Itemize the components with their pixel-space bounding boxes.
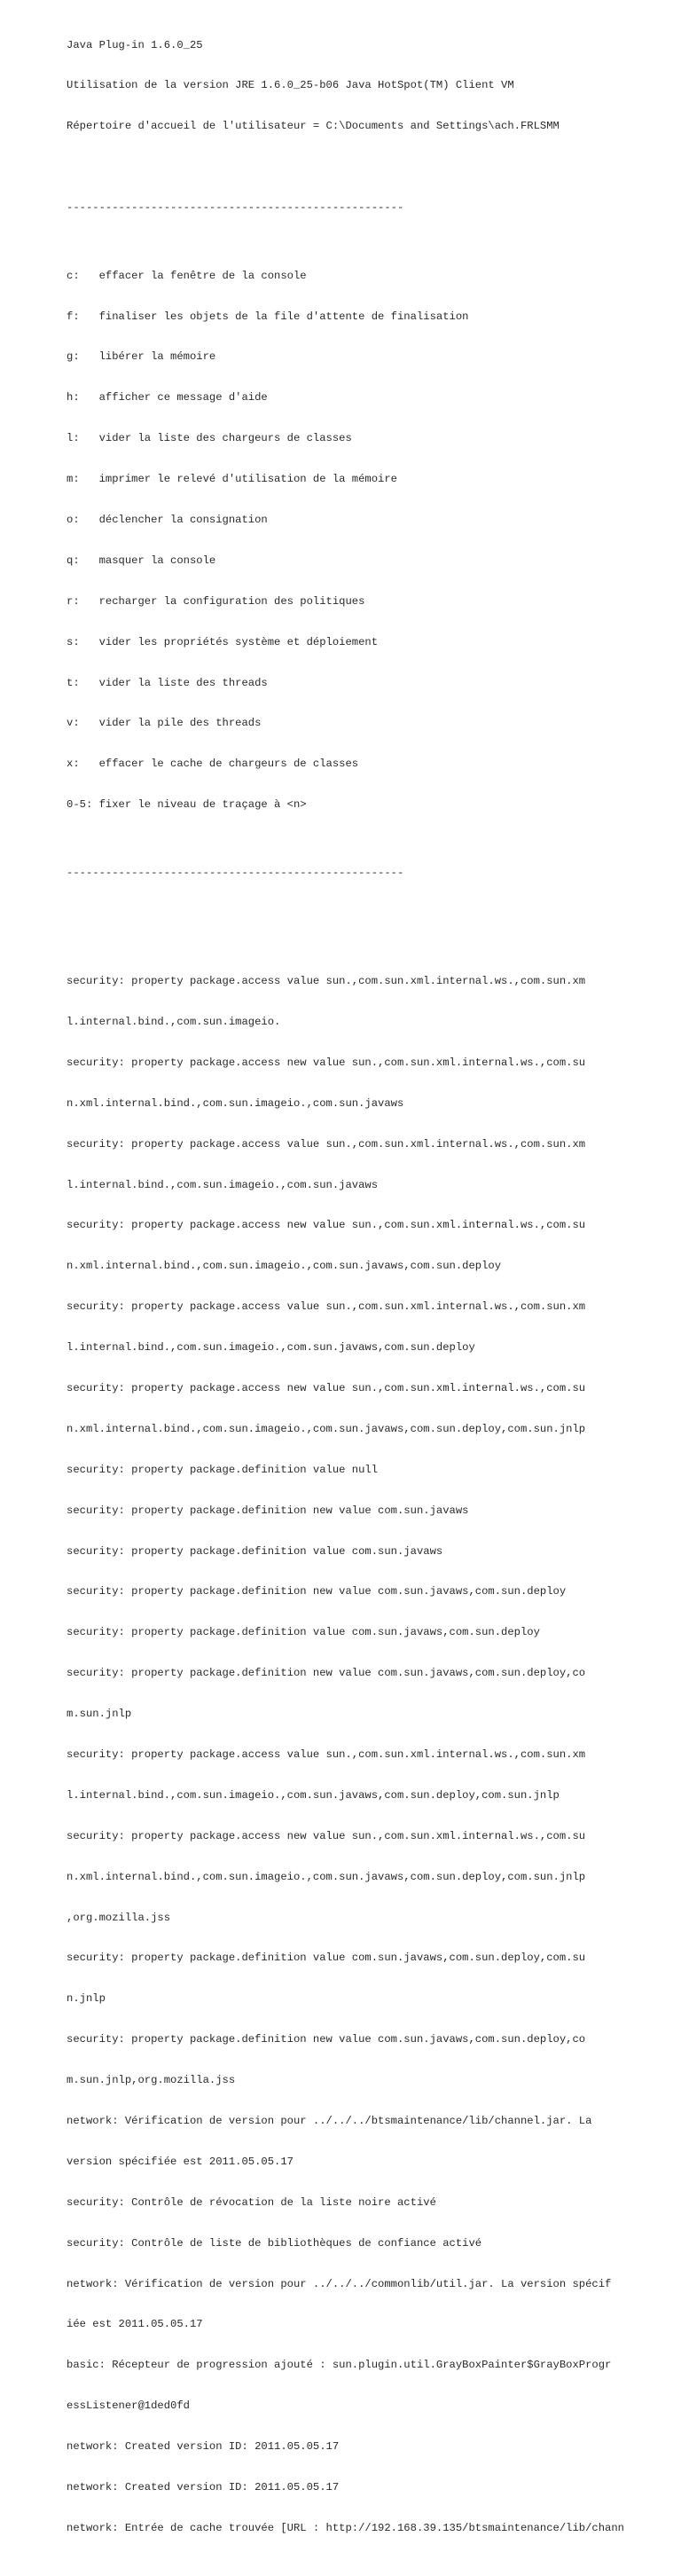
header-jre-version: Utilisation de la version JRE 1.6.0_25-b06 Java HotSpot(TM) Client VM (67, 79, 514, 92)
header-user-home: Répertoire d'accueil de l'utilisateur = C:\Documents and Settings\ach.FRLSMM (67, 120, 560, 133)
command-item: t: vider la liste des threads (67, 676, 268, 689)
header-plugin-version: Java Plug-in 1.6.0_25 (67, 38, 203, 51)
log-line: essListener@1ded0fd (67, 2399, 190, 2413)
log-line: iée est 2011.05.05.17 (67, 2318, 203, 2331)
command-item: g: libérer la mémoire (67, 350, 216, 364)
log-line: m.sun.jnlp,org.mozilla.jss (67, 2074, 236, 2087)
command-item: o: déclencher la consignation (67, 513, 268, 526)
command-item: x: effacer le cache de chargeurs de classes (67, 758, 359, 771)
log-line: network: Vérification de version pour ../../../commonlib/util.jar. La version spécif (67, 2277, 612, 2290)
log-output (67, 947, 669, 2562)
log-line: security: property package.access value sun.,com.sun.xml.internal.ws.,com.sun.xm (67, 1748, 586, 1761)
command-item: f: finaliser les objets de la file d'attente de finalisation (67, 310, 469, 323)
java-console-output (67, 12, 669, 2576)
log-line: l.internal.bind.,com.sun.imageio.,com.sun.javaws (67, 1178, 379, 1191)
log-line: security: property package.access new value sun.,com.sun.xml.internal.ws.,com.su (67, 1381, 586, 1394)
log-line: security: property package.access value sun.,com.sun.xml.internal.ws.,com.sun.xm (67, 1137, 586, 1151)
command-item: q: masquer la console (67, 554, 216, 567)
log-line: security: property package.definition new value com.sun.javaws (67, 1504, 469, 1517)
log-line: security: Contrôle de révocation de la liste noire activé (67, 2195, 436, 2209)
log-line: security: property package.access value sun.,com.sun.xml.internal.ws.,com.sun.xm (67, 975, 586, 988)
log-line: security: property package.access new value sun.,com.sun.xml.internal.ws.,com.su (67, 1829, 586, 1842)
log-line: n.xml.internal.bind.,com.sun.imageio.,com.sun.javaws,com.sun.deploy,com.sun.jnlp (67, 1422, 586, 1435)
command-item: r: recharger la configuration des politiques (67, 594, 365, 608)
spacer (67, 907, 669, 921)
command-item: m: imprimer le relevé d'utilisation de la mémoire (67, 473, 397, 486)
log-line: l.internal.bind.,com.sun.imageio.,com.sun.javaws,com.sun.deploy (67, 1341, 475, 1355)
log-line: n.jnlp (67, 1992, 106, 2006)
commands-list (67, 242, 669, 839)
log-line: n.xml.internal.bind.,com.sun.imageio.,com.sun.javaws,com.sun.deploy (67, 1260, 502, 1273)
log-line: version spécifiée est 2011.05.05.17 (67, 2155, 294, 2168)
log-line: security: Contrôle de liste de bibliothèques de confiance activé (67, 2236, 482, 2250)
log-line: network: Created version ID: 2011.05.05.17 (67, 2440, 340, 2454)
log-line: l.internal.bind.,com.sun.imageio. (67, 1015, 281, 1028)
log-line: basic: Récepteur de progression ajouté : sun.plugin.util.GrayBoxPainter$GrayBoxProgr (67, 2359, 612, 2372)
log-line: security: property package.definition value com.sun.javaws,com.sun.deploy,com.su (67, 1952, 586, 1965)
log-line: security: property package.access value sun.,com.sun.xml.internal.ws.,com.sun.xm (67, 1300, 586, 1314)
log-line: network: Entrée de cache trouvée [URL : http://192.168.39.135/btsmaintenance/lib/chann (67, 2521, 624, 2534)
command-item: h: afficher ce message d'aide (67, 391, 268, 404)
command-item: s: vider les propriétés système et déploiement (67, 635, 379, 648)
log-line: network: Created version ID: 2011.05.05.17 (67, 2481, 340, 2494)
log-line: security: property package.access new value sun.,com.sun.xml.internal.ws.,com.su (67, 1219, 586, 1232)
log-line: n.xml.internal.bind.,com.sun.imageio.,com.sun.javaws (67, 1096, 404, 1110)
separator-bottom: ---------------------------------------------------- (67, 866, 404, 879)
log-line: m.sun.jnlp (67, 1708, 132, 1721)
spacer (67, 161, 669, 174)
log-line: security: property package.definition value com.sun.javaws (67, 1544, 443, 1558)
separator-top: ---------------------------------------------------- (67, 201, 404, 215)
log-line: network: Vérification de version pour ../../../btsmaintenance/lib/channel.jar. La (67, 2115, 592, 2128)
log-line: security: property package.access new value sun.,com.sun.xml.internal.ws.,com.su (67, 1056, 586, 1069)
log-line: security: property package.definition new value com.sun.javaws,com.sun.deploy (67, 1585, 567, 1598)
log-line: security: property package.definition new value com.sun.javaws,com.sun.deploy,co (67, 1667, 586, 1680)
log-line: n.xml.internal.bind.,com.sun.imageio.,com.sun.javaws,com.sun.deploy,com.sun.jnlp (67, 1870, 586, 1883)
log-line: ,org.mozilla.jss (67, 1911, 171, 1924)
log-line: security: property package.definition value com.sun.javaws,com.sun.deploy (67, 1626, 540, 1639)
log-line: l.internal.bind.,com.sun.imageio.,com.sun.javaws,com.sun.deploy,com.sun.jnlp (67, 1788, 560, 1802)
log-line: security: property package.definition value null (67, 1463, 379, 1476)
command-item: l: vider la liste des chargeurs de classes (67, 432, 352, 445)
command-item: 0-5: fixer le niveau de traçage à <n> (67, 798, 307, 812)
command-item: c: effacer la fenêtre de la console (67, 269, 307, 282)
command-item: v: vider la pile des threads (67, 717, 262, 730)
log-line: security: property package.definition new value com.sun.javaws,com.sun.deploy,co (67, 2033, 586, 2046)
